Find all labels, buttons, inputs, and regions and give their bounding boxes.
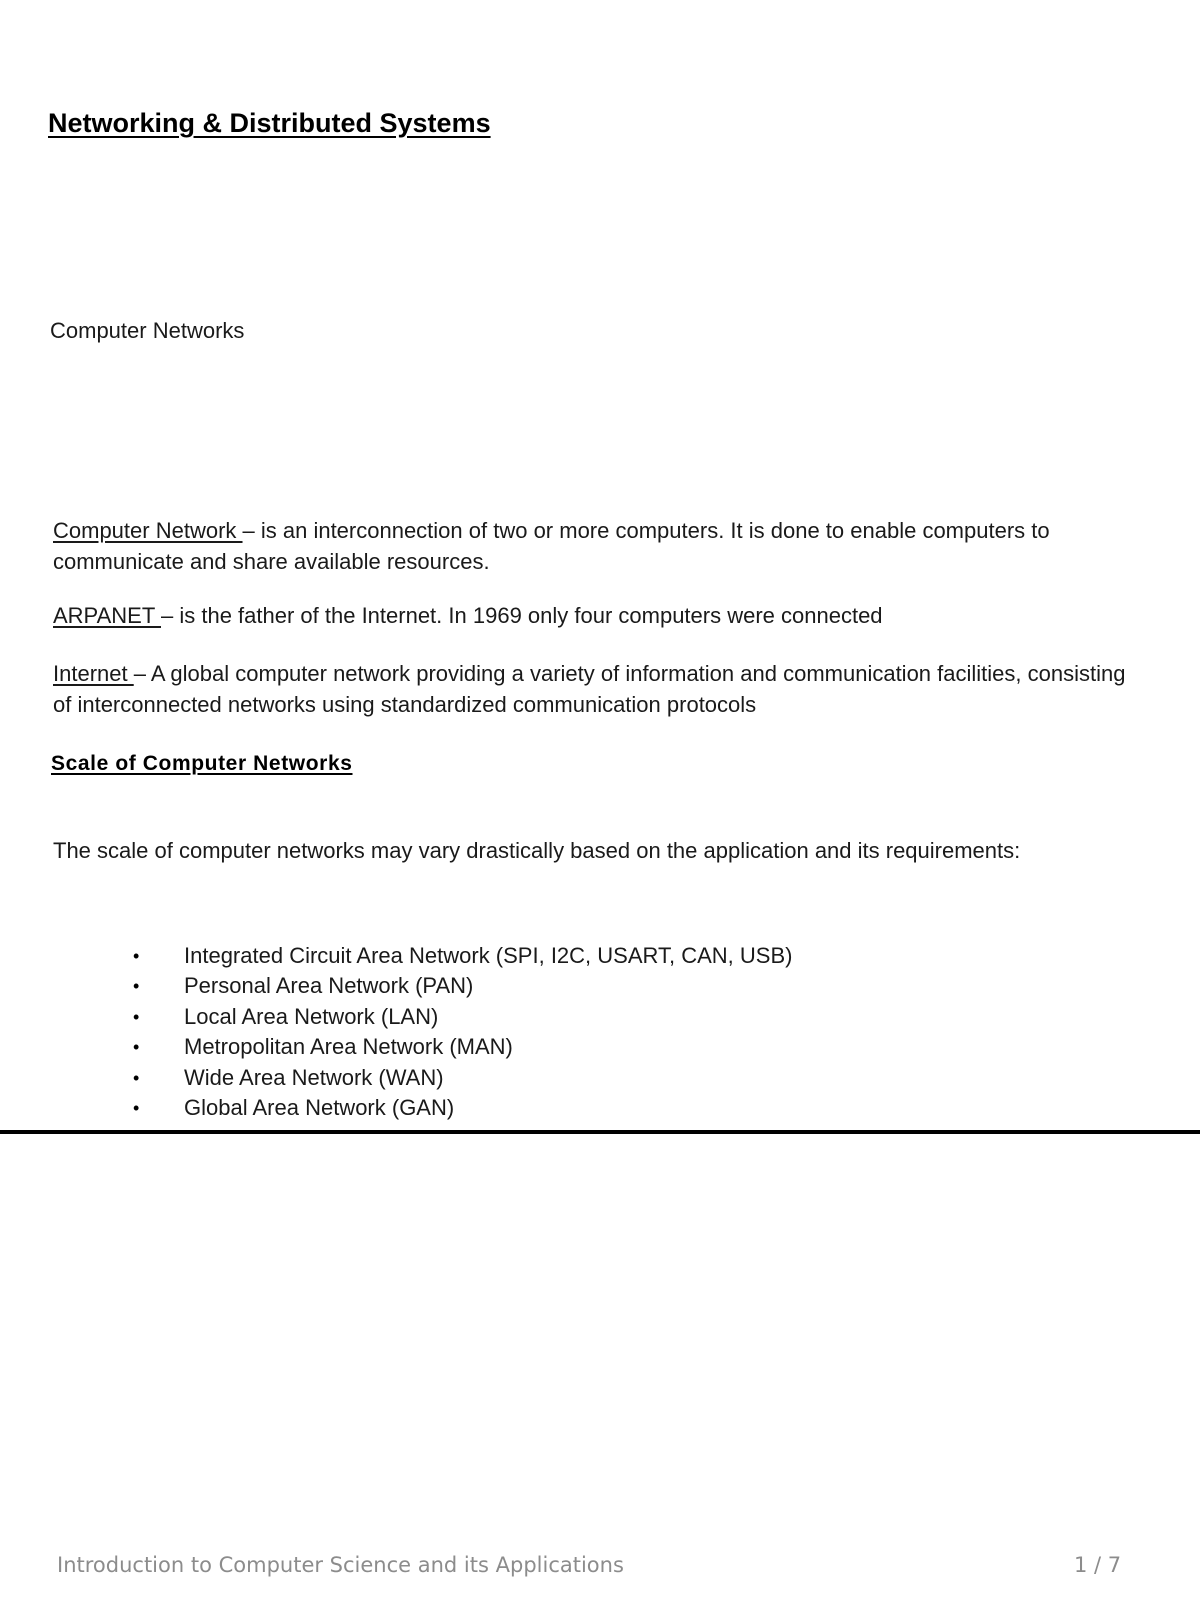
section-heading-scale: Scale of Computer Networks [51,752,353,775]
list-item-text: Local Area Network (LAN) [184,1003,439,1029]
bullet-icon: • [133,1006,140,1027]
definition-internet [53,658,1133,720]
list-item-text: Integrated Circuit Area Network (SPI, I2C, USART, CAN, USB) [184,943,793,968]
intro-paragraph: The scale of computer networks may vary drastically based on the application and its requirements: [53,838,1021,863]
list-item-text: Wide Area Network (WAN) [184,1064,444,1090]
bullet-icon: • [133,1067,140,1088]
definition-term: ARPANET [53,603,161,628]
definition-computer-network [53,515,1133,577]
list-item-text: Metropolitan Area Network (MAN) [184,1034,513,1060]
section-label: Computer Networks [50,318,245,343]
bullet-icon: • [133,1097,140,1118]
bullet-icon: • [133,946,140,966]
footer-title: Introduction to Computer Science and its Applications [57,1553,624,1577]
definition-term: Internet [53,661,134,686]
page-number: 1 / 7 [1074,1553,1122,1577]
definition-text: – A global computer network providing a variety of information and communication facilities, consisting of interconnected networks using standardized communication protocols [53,661,1126,717]
definition-term: Computer Network [53,518,243,543]
definition-text: – is an interconnection of two or more computers. It is done to enable computers to communicate and share available resources. [53,518,1050,574]
page-title: Networking & Distributed Systems [48,108,491,138]
bullet-icon: • [133,1037,140,1058]
horizontal-divider [0,1130,1200,1134]
list-item-text: Personal Area Network (PAN) [184,973,474,999]
bullet-icon: • [133,976,140,997]
definition-text: – is the father of the Internet. In 1969 only four computers were connected [161,603,883,628]
list-item-text: Global Area Network (GAN) [184,1094,455,1120]
definition-arpanet [53,600,1133,631]
